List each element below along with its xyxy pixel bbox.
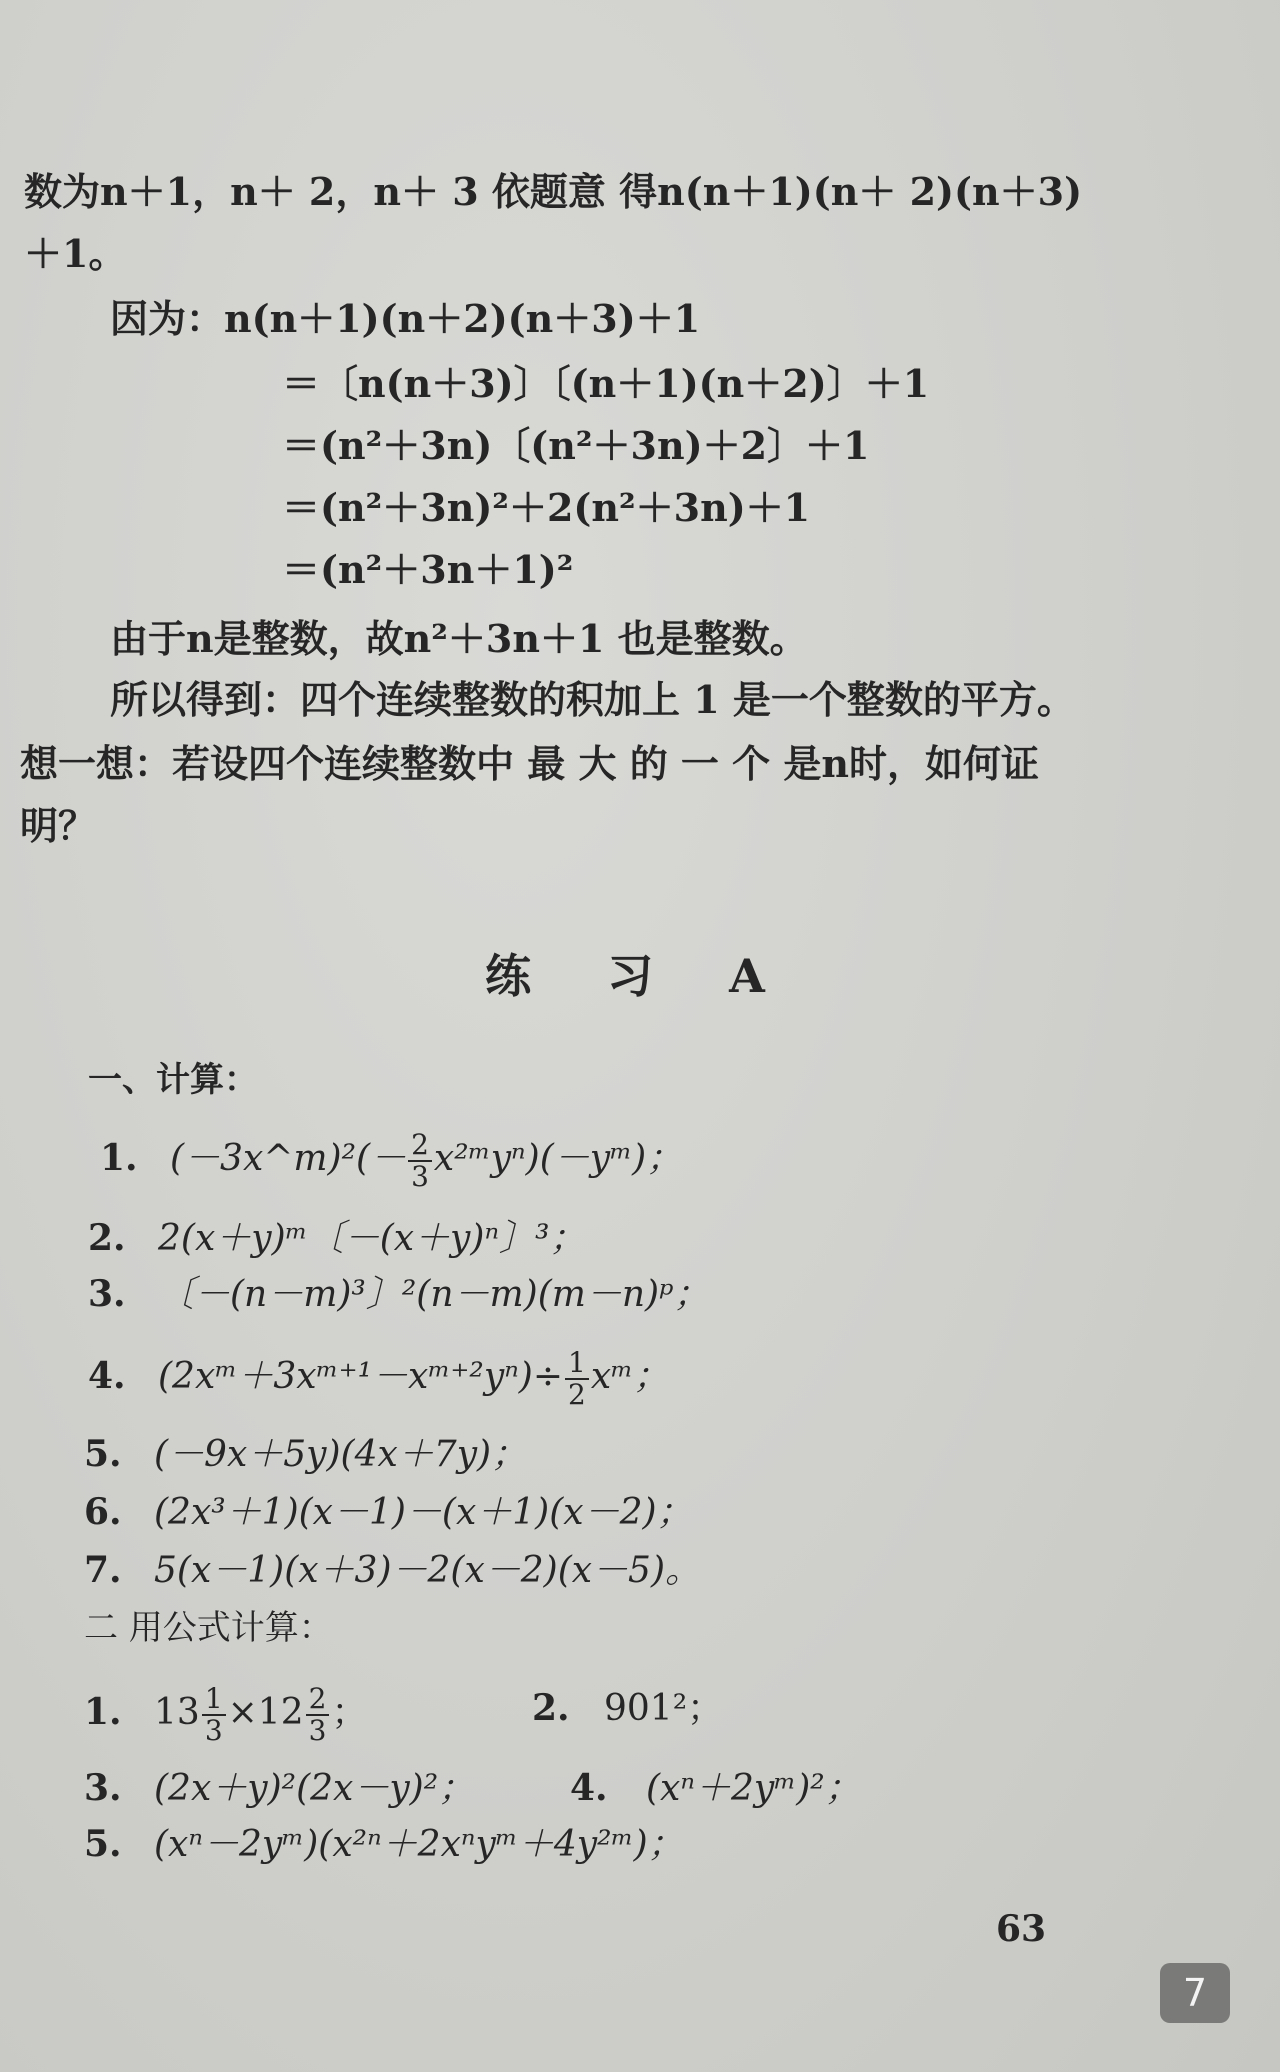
item-expr-pre: (2xᵐ＋3xᵐ⁺¹－xᵐ⁺²yⁿ)÷ [158, 1356, 563, 1397]
item-number: 3. [84, 1767, 122, 1809]
part-1-heading: 一、计算： [88, 1060, 258, 1100]
exercise-title: 练 习 A [485, 949, 795, 1003]
denominator: 3 [308, 1714, 327, 1747]
denominator: 3 [411, 1160, 429, 1193]
part-2-heading: 二 用公式计算： [84, 1608, 333, 1648]
item-expr: 〔－(n－m)³〕²(n－m)(m－n)ᵖ； [158, 1274, 710, 1315]
step-1: ＝〔n(n＋3)〕〔(n＋1)(n＋2)〕＋1 [282, 361, 930, 406]
numerator: 2 [306, 1684, 330, 1716]
fraction [565, 1348, 589, 1410]
exercise-1-3 [88, 1270, 710, 1319]
exercise-2-2 [532, 1684, 723, 1733]
exercise-1-7 [84, 1546, 701, 1595]
item-number: 1. [100, 1137, 138, 1179]
mixed-number-whole: 13 [154, 1692, 200, 1733]
item-number: 2. [532, 1687, 570, 1729]
item-number: 4. [570, 1767, 608, 1809]
think-line-2: 明？ [20, 803, 97, 848]
item-expr: (2x³＋1)(x－1)－(x＋1)(x－2)； [154, 1492, 693, 1533]
times-whole: ×12 [227, 1692, 304, 1733]
item-expr: 901²； [604, 1688, 724, 1729]
exercise-2-4 [570, 1764, 861, 1813]
exercise-1-5 [84, 1430, 527, 1479]
denominator: 2 [568, 1378, 586, 1411]
item-number: 5. [84, 1823, 122, 1865]
exercise-1-4 [88, 1348, 669, 1410]
fraction [202, 1684, 226, 1746]
proof-line-1: 数为n＋1，n＋ 2，n＋ 3 依题意 得n(n＋1)(n＋ 2)(n＋3) [24, 169, 1083, 214]
item-end: ； [331, 1692, 368, 1733]
because-line: 因为：n(n＋1)(n＋2)(n＋3)＋1 [110, 296, 701, 341]
item-number: 6. [84, 1491, 122, 1533]
numerator: 2 [408, 1130, 432, 1162]
page-badge[interactable]: 7 [1160, 1963, 1230, 2023]
step-4: ＝(n²＋3n＋1)² [282, 547, 574, 592]
item-expr-post: x²ᵐyⁿ)(－yᵐ)； [433, 1138, 683, 1179]
item-expr: (2x＋y)²(2x－y)²； [154, 1768, 475, 1809]
denominator: 3 [204, 1714, 223, 1747]
proof-line-2: ＋1。 [24, 231, 127, 276]
item-expr: (－9x＋5y)(4x＋7y)； [154, 1434, 528, 1475]
step-2: ＝(n²＋3n)〔(n²＋3n)＋2〕＋1 [282, 423, 870, 468]
conclusion-line: 所以得到：四个连续整数的积加上 1 是一个整数的平方。 [110, 677, 1075, 722]
item-number: 5. [84, 1433, 122, 1475]
exercise-2-3 [84, 1764, 474, 1813]
numerator: 1 [565, 1348, 589, 1380]
step-3: ＝(n²＋3n)²＋2(n²＋3n)＋1 [282, 485, 811, 530]
exercise-2-1 [84, 1684, 367, 1746]
item-expr: (xⁿ－2yᵐ)(x²ⁿ＋2xⁿyᵐ＋4y²ᵐ)； [154, 1824, 684, 1865]
item-number: 3. [88, 1273, 126, 1315]
fraction [306, 1684, 330, 1746]
item-number: 4. [88, 1355, 126, 1397]
item-expr: 5(x－1)(x＋3)－2(x－2)(x－5)。 [154, 1550, 701, 1591]
item-expr: (xⁿ＋2yᵐ)²； [646, 1768, 861, 1809]
item-number: 2. [88, 1217, 126, 1259]
exercise-2-5 [84, 1820, 684, 1869]
exercise-1-1 [100, 1130, 682, 1192]
since-line: 由于n是整数，故n²＋3n＋1 也是整数。 [110, 616, 808, 661]
item-expr-post: xᵐ； [590, 1356, 670, 1397]
numerator: 1 [202, 1684, 226, 1716]
think-line-1: 想一想：若设四个连续整数中 最 大 的 一 个 是n时，如何证 [20, 741, 1040, 786]
item-expr-pre: (－3x^m)²(－ [170, 1138, 407, 1179]
page-number: 63 [996, 1908, 1047, 1950]
exercise-1-6 [84, 1488, 693, 1537]
item-number: 1. [84, 1691, 122, 1733]
fraction [408, 1130, 432, 1192]
item-number: 7. [84, 1549, 122, 1591]
item-expr: 2(x＋y)ᵐ〔－(x＋y)ⁿ〕³； [158, 1218, 586, 1259]
exercise-1-2 [88, 1214, 585, 1263]
